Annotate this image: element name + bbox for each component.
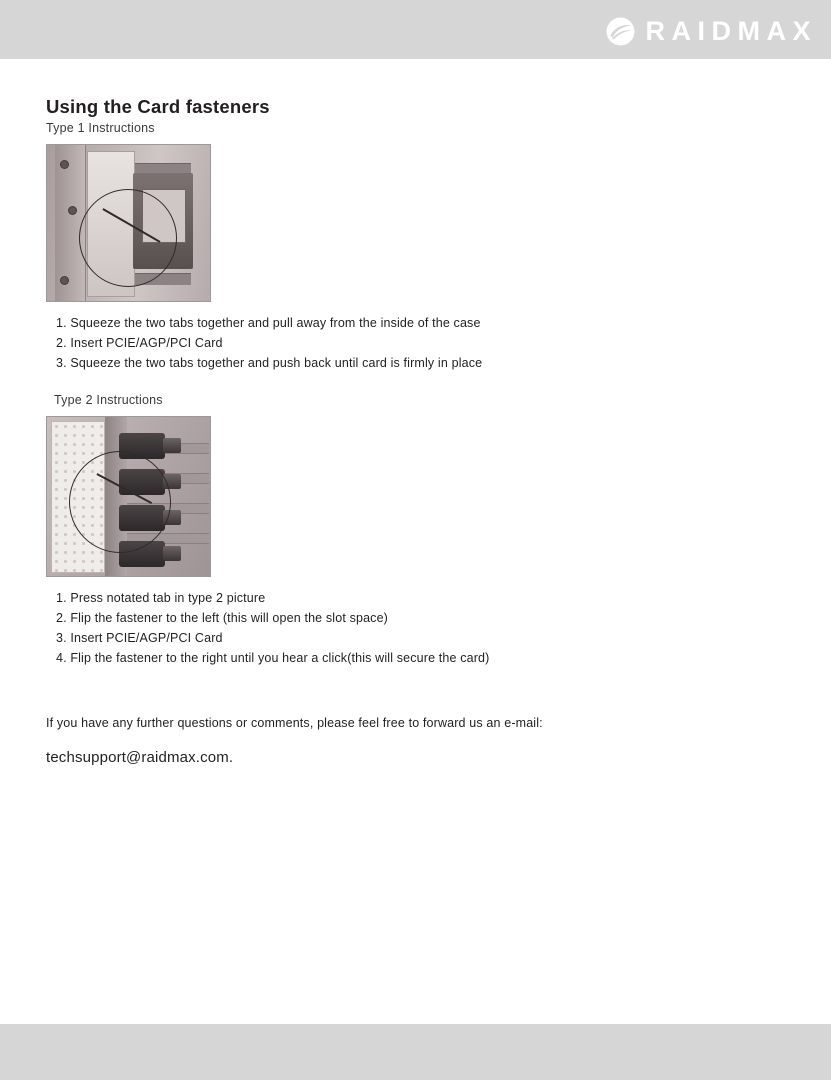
list-item: 1. Press notated tab in type 2 picture: [56, 591, 266, 605]
page-title: Using the Card fasteners: [46, 96, 270, 117]
section-1-subhead: Type 1 Instructions: [46, 121, 155, 135]
section-2-subhead: Type 2 Instructions: [54, 393, 163, 407]
list-item: 3. Squeeze the two tabs together and push back until card is firmly in place: [56, 356, 483, 370]
steps-list-type-2: [46, 588, 786, 668]
annotation-circle: [79, 189, 177, 287]
steps-list-type-1: [46, 313, 786, 373]
page-footer-band: [0, 1024, 831, 1080]
brand-lockup: [606, 17, 818, 46]
document-content: [46, 96, 786, 766]
section-type-2: [46, 393, 786, 668]
list-item: 3. Insert PCIE/AGP/PCI Card: [56, 631, 223, 645]
figure-type-1: [46, 144, 211, 302]
section-type-1: [46, 121, 786, 373]
figure-type-2: [46, 416, 211, 577]
list-item: 2. Flip the fastener to the left (this will open the slot space): [56, 611, 388, 625]
closing-paragraph: If you have any further questions or comments, please feel free to forward us an e-mail:: [46, 716, 543, 730]
page-header-band: [0, 0, 831, 59]
support-email: techsupport@raidmax.com.: [46, 749, 234, 766]
list-item: 2. Insert PCIE/AGP/PCI Card: [56, 336, 223, 350]
list-item: 4. Flip the fastener to the right until you hear a click(this will secure the card): [56, 651, 490, 665]
annotation-circle: [69, 451, 171, 553]
list-item: 1. Squeeze the two tabs together and pull away from the inside of the case: [56, 316, 481, 330]
brand-name: RAIDMAX: [645, 16, 817, 46]
raidmax-swoosh-icon: [606, 17, 635, 46]
